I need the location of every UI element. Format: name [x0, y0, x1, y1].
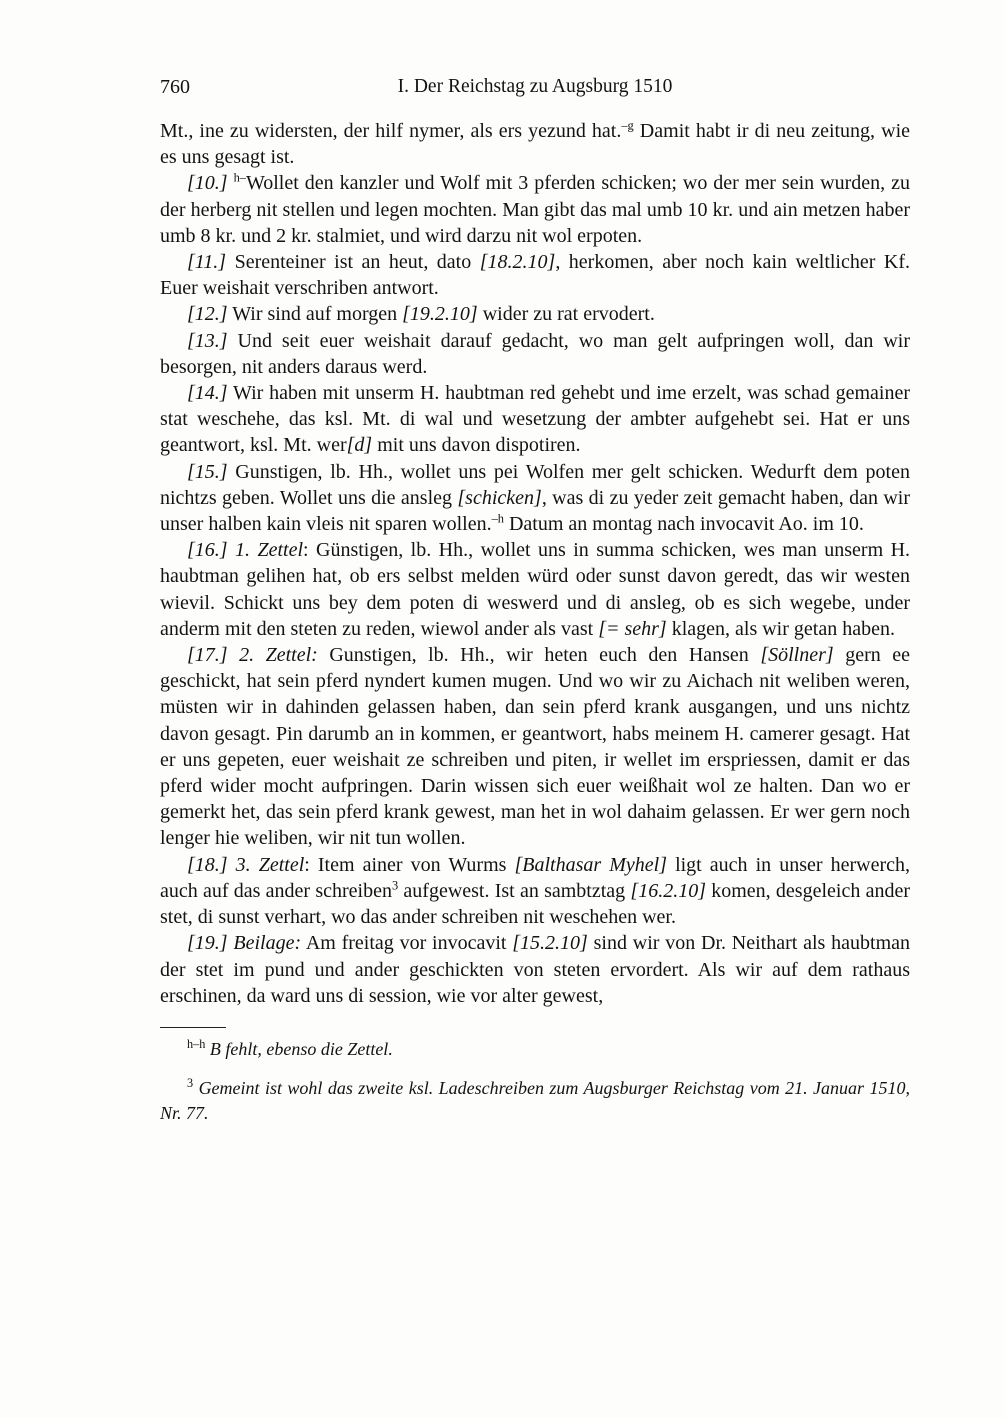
editorial-italic: 2. Zettel:	[239, 644, 318, 667]
paragraph	[160, 642, 910, 852]
text-run: sind wir von Dr. Neithart als haubtman der stet im pund und ander geschickten von steten ervordert. Als wir auf dem rathaus erschinen, da ward uns di session, wie vor alter gewest,	[160, 932, 910, 1007]
paragraph	[160, 537, 910, 642]
page-header	[160, 76, 910, 104]
text-run: Damit habt ir di neu zeitung, wie es uns gesagt ist.	[160, 120, 910, 169]
editorial-italic: [13.]	[187, 329, 228, 352]
text-run: gern ee geschickt, hat sein pferd nyndert kumen mugen. Und wo wir zu Aichach nit weliben weren, müsten wir in dahinden gelassen haben, dan sein pferd krank ausgangen, und uns nichtz davon gesagt. Pin darumb an in kommen, er geantwort, habs meinem H. camerer gesagt. Hat er uns gepeten, euer weishait ze schreiben und piten, ir wellet im erspriessen, damit er das pferd wider mocht aufpringen. Darin wissen sich euer weißhait wol ze halten. Dan wo er gemerkt het, das sein pferd krank gewest, man het in wol dahaim gelassen. Er wer gern noch lenger hie weliben, wir nit tun wollen.	[160, 644, 911, 850]
document-body	[160, 118, 910, 1009]
text-run: , was di zu yeder zeit gemacht haben, dan wir unser halben kain vleis nit sparen wollen.	[160, 486, 910, 536]
text-run: Und seit euer weishait darauf gedacht, wo man gelt aufpringen woll, dan wir besorgen, nit anders daraus werd.	[160, 329, 910, 378]
text-run	[228, 539, 235, 561]
editorial-italic: [Balthasar Myhel]	[514, 853, 667, 876]
editorial-italic: 1. Zettel	[235, 539, 304, 562]
superscript-note-mark: h–	[233, 170, 246, 185]
superscript-note-mark: h–h	[187, 1036, 206, 1051]
editorial-italic: [15.]	[187, 460, 228, 483]
editorial-italic: B fehlt, ebenso die Zettel.	[209, 1038, 393, 1059]
editorial-italic: [18.]	[187, 853, 228, 876]
running-head: I. Der Reichstag zu Augsburg 1510	[397, 76, 673, 97]
superscript-note-mark: 3	[187, 1076, 194, 1091]
text-run: Wir haben mit unserm H. haubtman red gehebt und ime erzelt, was schad gemainer stat weschehe, das ksl. Mt. di wal und wesetzung der ambter aufgehebt sei. Hat er uns geantwort, ksl. Mt. wer	[160, 382, 910, 457]
editorial-italic: [10.]	[187, 172, 228, 195]
editorial-italic: [17.]	[187, 644, 228, 667]
superscript-note-mark: –g	[621, 118, 634, 133]
editorial-italic: [schicken]	[457, 486, 542, 509]
footnotes	[160, 1037, 910, 1126]
text-run: Am freitag vor invocavit	[301, 932, 513, 955]
editorial-italic: 3. Zettel	[235, 853, 305, 876]
paragraph	[160, 170, 910, 249]
superscript-note-mark: 3	[391, 878, 399, 893]
text-run: Datum an montag nach invocavit Ao. im 10.	[503, 513, 864, 536]
editorial-italic: [12.]	[187, 303, 228, 326]
editorial-italic: [11.]	[187, 251, 227, 274]
text-run: Gunstigen, lb. Hh., wir heten euch den Hansen	[317, 644, 761, 667]
editorial-italic: [19.2.10]	[402, 303, 478, 326]
editorial-italic: Beilage:	[233, 932, 302, 955]
editorial-italic: [16.]	[187, 539, 228, 562]
footnote	[160, 1076, 910, 1125]
text-run: komen, desgeleich ander stet, di sunst verhart, wo das ander schreiben nit weschehen wer.	[160, 879, 910, 929]
text-run: Mt., ine zu widersten, der hilf nymer, als ers yezund hat.	[160, 120, 622, 142]
paragraph	[160, 249, 910, 301]
paragraph	[160, 852, 910, 931]
text-run: mit uns davon dispotiren.	[372, 434, 581, 457]
text-run: : Günstigen, lb. Hh., wollet uns in summa schicken, wes man unserm H. haubtman gelihen hat, ob ers selbst melden würd oder sunst davon geredt, das wir westen wievil. Schickt uns bey dem poten di weswerd und di ansleg, ob es sich wegebe, under anderm mit den steten zu reden, wiewol ander als vast	[160, 539, 911, 640]
editorial-italic: Gemeint ist wohl das zweite ksl. Ladeschreiben zum Augsburger Reichstag vom 21. Januar 1510, Nr. 77.	[160, 1078, 910, 1123]
editorial-italic: [Söllner]	[760, 644, 834, 667]
text-run: , herkomen, aber noch kain weltlicher Kf. Euer weishait verschriben antwort.	[160, 251, 910, 300]
editorial-italic: [16.2.10]	[630, 879, 706, 902]
paragraph	[160, 930, 910, 1009]
text-run: : Item ainer von Wurms	[304, 853, 515, 876]
paragraph	[160, 328, 910, 380]
text-run: klagen, als wir getan haben.	[666, 617, 895, 640]
editorial-italic: [= sehr]	[598, 617, 667, 640]
editorial-italic: [18.2.10]	[479, 251, 556, 274]
paragraph	[160, 118, 910, 170]
text-run: aufgewest. Ist an sambtztag	[398, 879, 631, 902]
paragraph	[160, 301, 910, 327]
page-content	[160, 76, 910, 1125]
text-run: Wir sind auf morgen	[227, 303, 403, 326]
text-run: ligt auch in unser herwerch, auch auf das ander schreiben	[160, 853, 911, 902]
page-number: 760	[160, 76, 190, 98]
editorial-italic: [14.]	[187, 382, 228, 405]
paragraph	[160, 380, 910, 459]
text-run	[228, 854, 236, 876]
text-run	[228, 644, 240, 666]
editorial-italic: [d]	[346, 434, 373, 457]
paragraph	[160, 459, 910, 538]
text-run: Gunstigen, lb. Hh., wollet uns pei Wolfen mer gelt schicken. Wedurft dem poten nichtzs geben. Wollet uns die ansleg	[160, 460, 910, 509]
text-run: Serenteiner ist an heut, dato	[226, 251, 480, 274]
editorial-italic: [15.2.10]	[512, 932, 588, 955]
superscript-note-mark: –h	[491, 511, 504, 526]
footnote-separator	[160, 1027, 226, 1028]
footnote	[160, 1037, 910, 1062]
text-run: Wollet den kanzler und Wolf mit 3 pferden schicken; wo der mer sein wurden, zu der herberg nit stellen und legen mochten. Man gibt das mal umb 10 kr. und ain metzen haber umb 8 kr. und 2 kr. stalmiet, und wird darzu nit wol erpoten.	[160, 172, 910, 247]
text-run: wider zu rat ervodert.	[477, 303, 655, 326]
editorial-italic: [19.]	[187, 932, 228, 955]
